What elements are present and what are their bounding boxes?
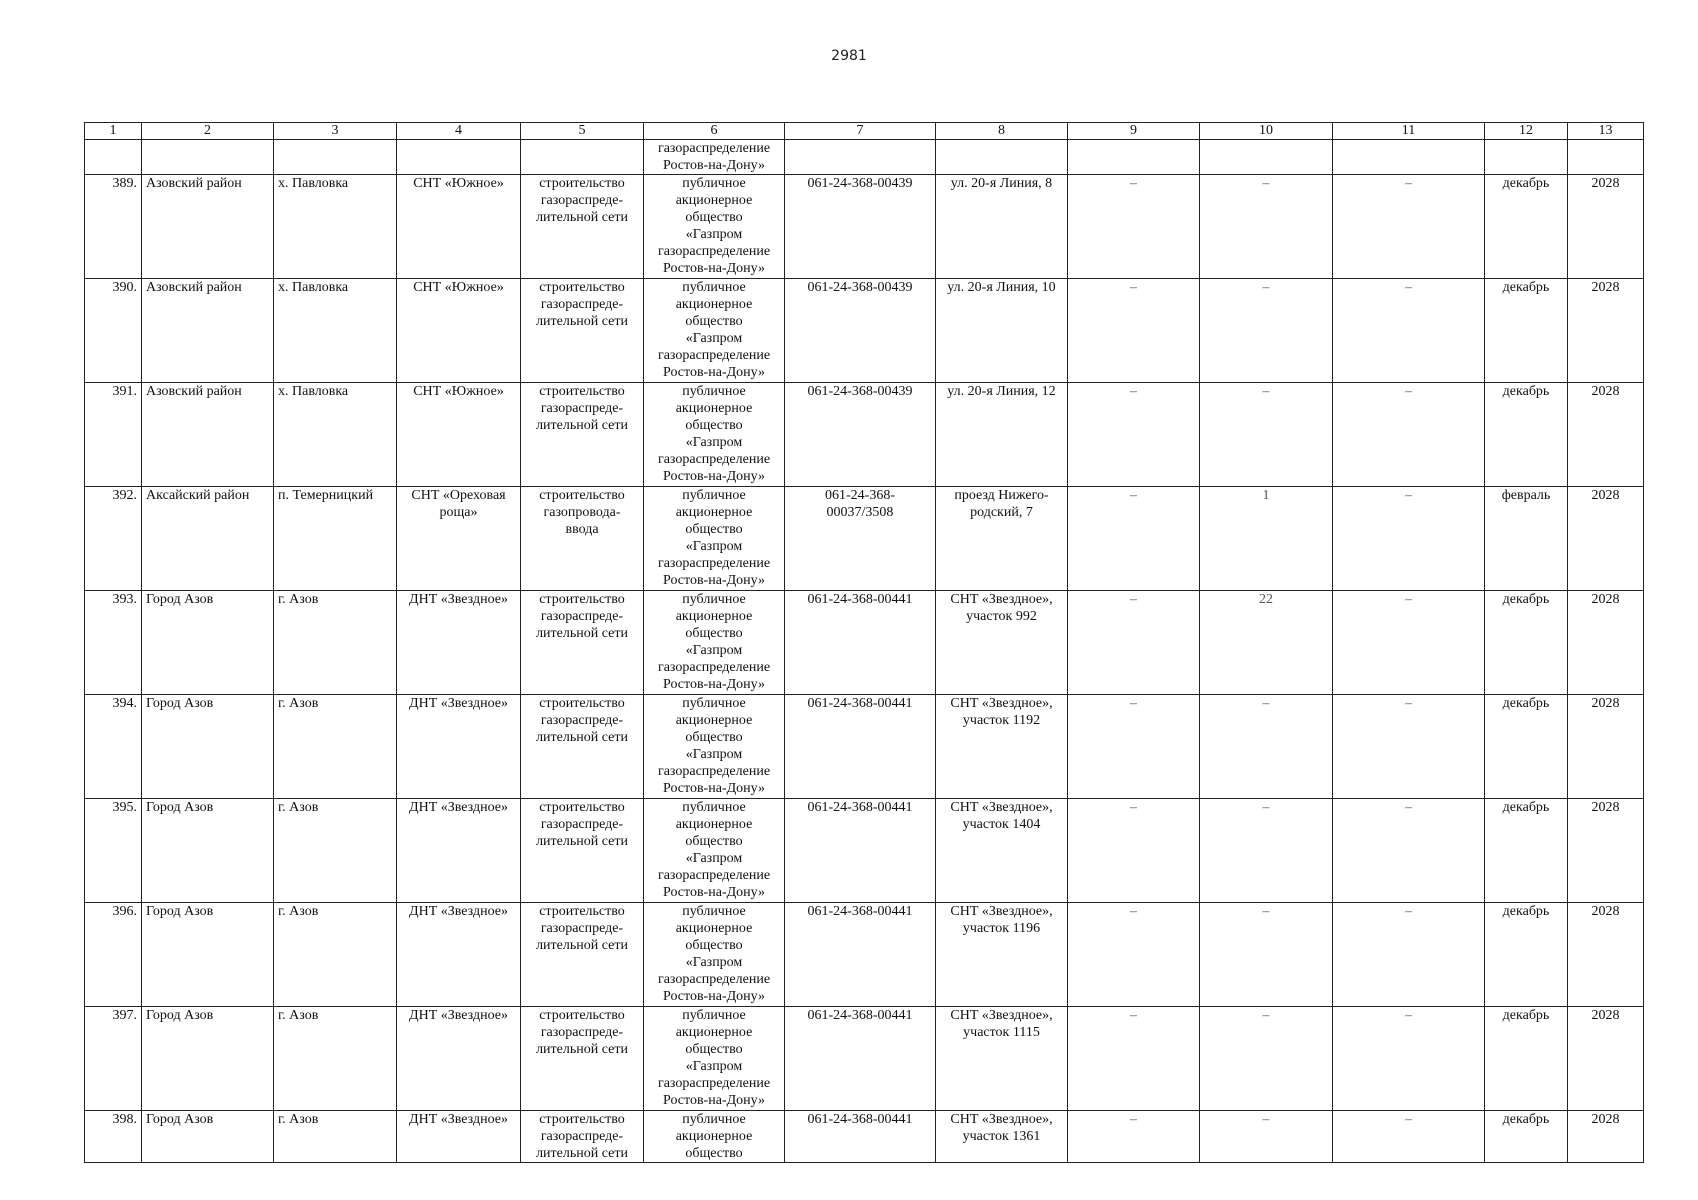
col9-cell: – — [1068, 591, 1200, 695]
table-cell — [1568, 140, 1644, 175]
month-cell: декабрь — [1485, 799, 1568, 903]
operator-cell — [644, 1007, 785, 1111]
work-type-line: газораспреде- — [540, 297, 624, 312]
col10-cell: 1 — [1200, 487, 1333, 591]
table-row — [85, 591, 1644, 695]
operator-line: Ростов-на-Дону» — [663, 989, 765, 1004]
work-type-line: газопровода- — [543, 505, 621, 520]
table-row — [85, 903, 1644, 1007]
table-cell — [1068, 140, 1200, 175]
operator-line: газораспределение — [657, 868, 771, 883]
operator-line: публичное — [682, 1008, 746, 1023]
address-line: участок 1404 — [962, 817, 1041, 832]
locality-cell: г. Азов — [274, 1007, 397, 1111]
district-cell: Город Азов — [142, 799, 274, 903]
operator-line: «Газпром — [685, 1059, 743, 1074]
header-cell: 2 — [142, 123, 274, 140]
year-cell: 2028 — [1568, 1007, 1644, 1111]
col11-cell: – — [1333, 383, 1485, 487]
year-cell: 2028 — [1568, 903, 1644, 1007]
page-number: 2981 — [831, 48, 867, 64]
locality-cell: г. Азов — [274, 903, 397, 1007]
cadastral-code-line: 061-24-368-00439 — [807, 176, 913, 191]
address-line: родский, 7 — [970, 505, 1033, 520]
col11-cell: – — [1333, 799, 1485, 903]
operator-line: общество — [685, 834, 743, 849]
cadastral-code-line: 061-24-368-00441 — [807, 904, 913, 919]
organization-cell: СНТ «Ореховая роща» — [397, 487, 521, 591]
cadastral-code-line: 061-24-368-00441 — [807, 696, 913, 711]
year-cell: 2028 — [1568, 695, 1644, 799]
col10-cell: – — [1200, 1007, 1333, 1111]
operator-cell — [644, 383, 785, 487]
operator-line: Ростов-на-Дону» — [663, 677, 765, 692]
operator-line: общество — [685, 314, 743, 329]
operator-line: «Газпром — [685, 227, 743, 242]
address-cell — [936, 591, 1068, 695]
year-cell: 2028 — [1568, 175, 1644, 279]
address-line: участок 1192 — [962, 713, 1041, 728]
cadastral-code-line: 061-24-368- — [825, 488, 895, 503]
operator-line: публичное — [682, 280, 746, 295]
address-line: участок 992 — [966, 609, 1037, 624]
col10-cell: – — [1200, 279, 1333, 383]
operator-cell — [644, 695, 785, 799]
header-cell: 4 — [397, 123, 521, 140]
district-cell: Город Азов — [142, 591, 274, 695]
locality-cell: г. Азов — [274, 799, 397, 903]
cadastral-code-cell — [785, 279, 936, 383]
operator-line: акционерное — [675, 297, 753, 312]
operator-line: газораспределение — [657, 764, 771, 779]
work-type-line: строительство — [539, 904, 625, 919]
cadastral-code-line: 061-24-368-00441 — [807, 592, 913, 607]
table-cell — [936, 140, 1068, 175]
operator-line: «Газпром — [685, 539, 743, 554]
operator-line: «Газпром — [685, 435, 743, 450]
work-type-line: газораспреде- — [540, 817, 624, 832]
locality-cell: г. Азов — [274, 591, 397, 695]
cadastral-code-cell — [785, 695, 936, 799]
row-number-cell: 394. — [85, 695, 142, 799]
address-line: участок 1361 — [962, 1129, 1041, 1144]
col9-cell: – — [1068, 383, 1200, 487]
locality-cell: х. Павловка — [274, 175, 397, 279]
district-cell: Город Азов — [142, 695, 274, 799]
table-cell — [1333, 140, 1485, 175]
operator-line: публичное — [682, 904, 746, 919]
address-cell — [936, 487, 1068, 591]
work-type-line: лительной сети — [536, 1146, 628, 1161]
col11-cell: – — [1333, 175, 1485, 279]
operator-cell — [644, 175, 785, 279]
locality-cell: г. Азов — [274, 1111, 397, 1163]
year-cell: 2028 — [1568, 799, 1644, 903]
organization-cell: СНТ «Южное» — [397, 279, 521, 383]
header-cell: 12 — [1485, 123, 1568, 140]
col11-cell: – — [1333, 487, 1485, 591]
row-number-cell: 393. — [85, 591, 142, 695]
cadastral-code-cell — [785, 903, 936, 1007]
header-cell: 1 — [85, 123, 142, 140]
year-cell: 2028 — [1568, 591, 1644, 695]
table-cell — [785, 140, 936, 175]
table-cell — [521, 140, 644, 175]
table-row — [85, 487, 1644, 591]
cadastral-code-cell — [785, 799, 936, 903]
header-cell: 7 — [785, 123, 936, 140]
operator-line: акционерное — [675, 193, 753, 208]
operator-line: газораспределение — [657, 452, 771, 467]
work-type-line: газораспреде- — [540, 609, 624, 624]
organization-cell: СНТ «Южное» — [397, 175, 521, 279]
column-number-header — [85, 123, 1644, 140]
work-type-line: строительство — [539, 1008, 625, 1023]
month-cell: февраль — [1485, 487, 1568, 591]
month-cell: декабрь — [1485, 591, 1568, 695]
address-line: участок 1115 — [963, 1025, 1040, 1040]
operator-line: общество — [685, 522, 743, 537]
operator-cell — [644, 1111, 785, 1163]
row-number-cell: 396. — [85, 903, 142, 1007]
operator-line: акционерное — [675, 1129, 753, 1144]
organization-cell: ДНТ «Звездное» — [397, 1007, 521, 1111]
address-cell — [936, 1111, 1068, 1163]
work-type-line: газораспреде- — [540, 713, 624, 728]
col11-cell: – — [1333, 903, 1485, 1007]
operator-line: Ростов-на-Дону» — [663, 573, 765, 588]
col11-cell: – — [1333, 279, 1485, 383]
operator-line: акционерное — [675, 401, 753, 416]
header-cell: 11 — [1333, 123, 1485, 140]
cadastral-code-line: 061-24-368-00441 — [807, 1112, 913, 1127]
address-cell — [936, 799, 1068, 903]
address-line: СНТ «Звездное», — [950, 1112, 1053, 1127]
work-type-line: газораспреде- — [540, 1129, 624, 1144]
address-line: СНТ «Звездное», — [950, 1008, 1053, 1023]
work-type-cell — [521, 903, 644, 1007]
table-cell — [274, 140, 397, 175]
col9-cell: – — [1068, 279, 1200, 383]
address-line: СНТ «Звездное», — [950, 592, 1053, 607]
operator-line: общество — [685, 1042, 743, 1057]
month-cell: декабрь — [1485, 1007, 1568, 1111]
operator-line: газораспределение — [657, 660, 771, 675]
operator-line: Ростов-на-Дону» — [663, 781, 765, 796]
operator-line: газораспределение — [657, 1076, 771, 1091]
operator-line: публичное — [682, 488, 746, 503]
header-cell: 3 — [274, 123, 397, 140]
col10-cell: – — [1200, 383, 1333, 487]
operator-cell — [644, 799, 785, 903]
table-row — [85, 1111, 1644, 1163]
operator-line: акционерное — [675, 609, 753, 624]
header-cell: 6 — [644, 123, 785, 140]
work-type-line: строительство — [539, 384, 625, 399]
work-type-line: лительной сети — [536, 314, 628, 329]
district-cell: Аксайский район — [142, 487, 274, 591]
col11-cell: – — [1333, 591, 1485, 695]
organization-cell: ДНТ «Звездное» — [397, 695, 521, 799]
table-row — [85, 1007, 1644, 1111]
address-cell — [936, 279, 1068, 383]
address-line: ул. 20-я Линия, 12 — [947, 384, 1056, 399]
table-cell — [142, 140, 274, 175]
operator-line: публичное — [682, 800, 746, 815]
col11-cell: – — [1333, 1007, 1485, 1111]
cadastral-code-cell — [785, 591, 936, 695]
operator-line: Ростов-на-Дону» — [663, 365, 765, 380]
operator-line: общество — [685, 210, 743, 225]
row-number-cell: 395. — [85, 799, 142, 903]
organization-cell: ДНТ «Звездное» — [397, 591, 521, 695]
district-cell: Азовский район — [142, 279, 274, 383]
operator-line: общество — [685, 418, 743, 433]
operator-line: газораспределение — [657, 972, 771, 987]
operator-line: газораспределение — [657, 348, 771, 363]
organization-cell: ДНТ «Звездное» — [397, 903, 521, 1007]
address-line: СНТ «Звездное», — [950, 696, 1053, 711]
locality-cell: х. Павловка — [274, 383, 397, 487]
address-line: СНТ «Звездное», — [950, 800, 1053, 815]
operator-line: «Газпром — [685, 331, 743, 346]
work-type-line: лительной сети — [536, 626, 628, 641]
cadastral-code-cell — [785, 383, 936, 487]
operator-line: публичное — [682, 696, 746, 711]
address-cell — [936, 695, 1068, 799]
header-cell: 10 — [1200, 123, 1333, 140]
header-cell: 9 — [1068, 123, 1200, 140]
work-type-line: лительной сети — [536, 938, 628, 953]
locality-cell: г. Азов — [274, 695, 397, 799]
table-cell — [1200, 140, 1333, 175]
table-row — [85, 175, 1644, 279]
work-type-line: строительство — [539, 488, 625, 503]
col11-cell: – — [1333, 1111, 1485, 1163]
year-cell: 2028 — [1568, 383, 1644, 487]
organization-cell: ДНТ «Звездное» — [397, 799, 521, 903]
operator-line: публичное — [682, 384, 746, 399]
work-type-line: лительной сети — [536, 730, 628, 745]
col11-cell: – — [1333, 695, 1485, 799]
work-type-cell — [521, 383, 644, 487]
work-type-line: лительной сети — [536, 210, 628, 225]
gas-network-table — [84, 122, 1644, 1163]
operator-cell — [644, 903, 785, 1007]
col10-cell: 22 — [1200, 591, 1333, 695]
operator-line: акционерное — [675, 921, 753, 936]
operator-line: «Газпром — [685, 747, 743, 762]
organization-cell: ДНТ «Звездное» — [397, 1111, 521, 1163]
work-type-line: лительной сети — [536, 834, 628, 849]
col10-cell: – — [1200, 1111, 1333, 1163]
operator-line: газораспределение — [657, 244, 771, 259]
table-cell — [1485, 140, 1568, 175]
header-cell: 5 — [521, 123, 644, 140]
cadastral-code-line: 061-24-368-00439 — [807, 280, 913, 295]
operator-line: публичное — [682, 592, 746, 607]
year-cell: 2028 — [1568, 487, 1644, 591]
col10-cell: – — [1200, 799, 1333, 903]
operator-line: публичное — [682, 1112, 746, 1127]
col9-cell: – — [1068, 175, 1200, 279]
col10-cell: – — [1200, 903, 1333, 1007]
cadastral-code-line: 061-24-368-00441 — [807, 800, 913, 815]
district-cell: Город Азов — [142, 903, 274, 1007]
month-cell: декабрь — [1485, 903, 1568, 1007]
address-cell — [936, 383, 1068, 487]
operator-line: общество — [685, 1146, 743, 1161]
col10-cell: – — [1200, 695, 1333, 799]
address-line: ул. 20-я Линия, 8 — [950, 176, 1053, 191]
work-type-line: строительство — [539, 592, 625, 607]
operator-line: Ростов-на-Дону» — [663, 469, 765, 484]
work-type-line: строительство — [539, 696, 625, 711]
operator-line: «Газпром — [685, 643, 743, 658]
operator-line: Ростов-на-Дону» — [663, 885, 765, 900]
organization-cell: СНТ «Южное» — [397, 383, 521, 487]
operator-cell — [644, 591, 785, 695]
work-type-cell — [521, 591, 644, 695]
district-cell: Азовский район — [142, 383, 274, 487]
operator-line: газораспределение — [657, 141, 771, 156]
header-cell: 8 — [936, 123, 1068, 140]
header-cell: 13 — [1568, 123, 1644, 140]
operator-line: «Газпром — [685, 851, 743, 866]
year-cell: 2028 — [1568, 279, 1644, 383]
table-row — [85, 279, 1644, 383]
table-row — [85, 695, 1644, 799]
district-cell: Город Азов — [142, 1111, 274, 1163]
month-cell: декабрь — [1485, 695, 1568, 799]
row-number-cell: 398. — [85, 1111, 142, 1163]
district-cell: Азовский район — [142, 175, 274, 279]
cadastral-code-line: 00037/3508 — [826, 505, 894, 520]
work-type-line: лительной сети — [536, 418, 628, 433]
address-cell — [936, 1007, 1068, 1111]
address-line: ул. 20-я Линия, 10 — [947, 280, 1056, 295]
address-cell — [936, 903, 1068, 1007]
work-type-cell — [521, 175, 644, 279]
work-type-line: газораспреде- — [540, 921, 624, 936]
work-type-cell — [521, 279, 644, 383]
operator-line: публичное — [682, 176, 746, 191]
address-line: СНТ «Звездное», — [950, 904, 1053, 919]
address-cell — [936, 175, 1068, 279]
col9-cell: – — [1068, 695, 1200, 799]
operator-cell — [644, 279, 785, 383]
table-cell — [397, 140, 521, 175]
row-number-cell: 391. — [85, 383, 142, 487]
col9-cell: – — [1068, 487, 1200, 591]
operator-line: общество — [685, 626, 743, 641]
locality-cell: п. Темерницкий — [274, 487, 397, 591]
work-type-line: газораспреде- — [540, 401, 624, 416]
cadastral-code-line: 061-24-368-00439 — [807, 384, 913, 399]
work-type-line: газораспреде- — [540, 1025, 624, 1040]
cadastral-code-cell — [785, 487, 936, 591]
work-type-cell — [521, 1007, 644, 1111]
operator-line: акционерное — [675, 1025, 753, 1040]
work-type-line: лительной сети — [536, 1042, 628, 1057]
month-cell: декабрь — [1485, 279, 1568, 383]
table-cell — [85, 140, 142, 175]
continuation-row — [85, 140, 1644, 175]
work-type-line: строительство — [539, 176, 625, 191]
operator-line: акционерное — [675, 817, 753, 832]
work-type-line: газораспреде- — [540, 193, 624, 208]
month-cell: декабрь — [1485, 1111, 1568, 1163]
operator-line: Ростов-на-Дону» — [663, 158, 765, 173]
operator-line: акционерное — [675, 713, 753, 728]
work-type-cell — [521, 1111, 644, 1163]
work-type-line: строительство — [539, 1112, 625, 1127]
row-number-cell: 392. — [85, 487, 142, 591]
address-line: проезд Нижего- — [954, 488, 1049, 503]
year-cell: 2028 — [1568, 1111, 1644, 1163]
operator-line: газораспределение — [657, 556, 771, 571]
work-type-cell — [521, 487, 644, 591]
operator-line: общество — [685, 938, 743, 953]
row-number-cell: 389. — [85, 175, 142, 279]
operator-line: «Газпром — [685, 955, 743, 970]
work-type-cell — [521, 799, 644, 903]
locality-cell: х. Павловка — [274, 279, 397, 383]
row-number-cell: 397. — [85, 1007, 142, 1111]
operator-line: Ростов-на-Дону» — [663, 261, 765, 276]
work-type-cell — [521, 695, 644, 799]
row-number-cell: 390. — [85, 279, 142, 383]
district-cell: Город Азов — [142, 1007, 274, 1111]
col9-cell: – — [1068, 903, 1200, 1007]
operator-line: общество — [685, 730, 743, 745]
operator-line: акционерное — [675, 505, 753, 520]
cadastral-code-cell — [785, 1007, 936, 1111]
month-cell: декабрь — [1485, 175, 1568, 279]
col9-cell: – — [1068, 1111, 1200, 1163]
address-line: участок 1196 — [962, 921, 1041, 936]
col10-cell: – — [1200, 175, 1333, 279]
work-type-line: ввода — [565, 522, 599, 537]
cadastral-code-cell — [785, 1111, 936, 1163]
month-cell: декабрь — [1485, 383, 1568, 487]
operator-cell — [644, 140, 785, 175]
cadastral-code-cell — [785, 175, 936, 279]
operator-line: Ростов-на-Дону» — [663, 1093, 765, 1108]
work-type-line: строительство — [539, 800, 625, 815]
table-row — [85, 383, 1644, 487]
cadastral-code-line: 061-24-368-00441 — [807, 1008, 913, 1023]
table-row — [85, 799, 1644, 903]
col9-cell: – — [1068, 799, 1200, 903]
col9-cell: – — [1068, 1007, 1200, 1111]
work-type-line: строительство — [539, 280, 625, 295]
operator-cell — [644, 487, 785, 591]
